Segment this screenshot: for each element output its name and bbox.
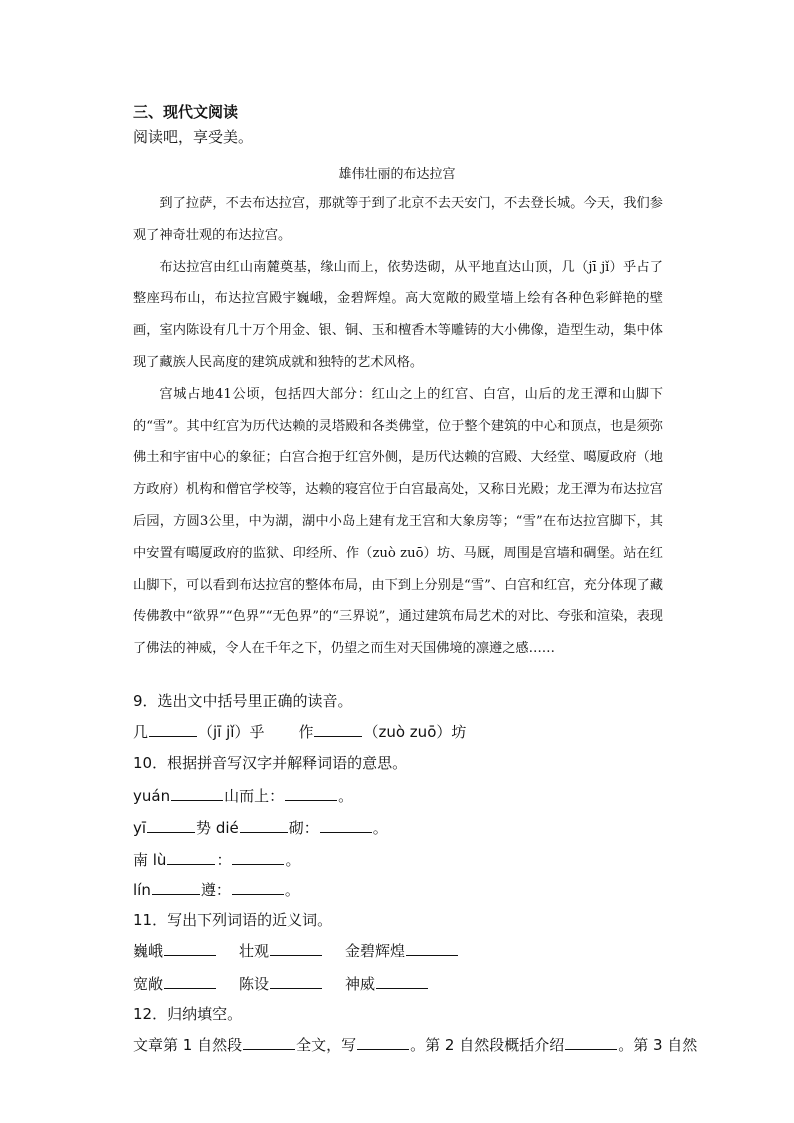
q10-pinyin: lín — [133, 881, 151, 899]
q10-meaning-blank[interactable] — [285, 786, 337, 801]
q10-line-3 — [133, 850, 300, 870]
q10-answer-blank[interactable] — [240, 818, 288, 833]
q11-word: 陈设 — [239, 975, 270, 993]
q10-end: 。 — [285, 851, 301, 869]
q9-item1-suffix: （jī jǐ）乎 — [198, 723, 265, 741]
q10-answer-blank[interactable] — [147, 818, 195, 833]
q10-word-part: ： — [216, 851, 232, 869]
question-11-title: 11．写出下列词语的近义词。 — [133, 911, 333, 929]
q11-word: 宽敞 — [133, 975, 164, 993]
q9-item2-suffix: （zuò zuō）坊 — [363, 723, 467, 741]
q11-synonym-blank[interactable] — [164, 941, 216, 956]
q10-answer-blank[interactable] — [152, 880, 200, 895]
article-body — [133, 188, 663, 665]
q12-blank[interactable] — [357, 1035, 409, 1050]
question-9-items — [133, 722, 466, 742]
q12-summary-line — [133, 1035, 697, 1055]
q10-answer-blank[interactable] — [167, 850, 215, 865]
q10-line-1 — [133, 786, 353, 806]
q10-end: 。 — [372, 819, 388, 837]
q11-word: 壮观 — [239, 942, 270, 960]
section-intro: 阅读吧，享受美。 — [133, 128, 254, 146]
q10-word-part: 遵： — [200, 881, 231, 899]
q10-line-4 — [133, 880, 300, 900]
q11-word: 神威 — [345, 975, 376, 993]
q11-synonym-blank[interactable] — [406, 941, 458, 956]
q11-synonym-blank[interactable] — [270, 941, 322, 956]
q10-line-2 — [133, 818, 388, 838]
article-title: 雄伟壮丽的布达拉宫 — [338, 167, 456, 182]
q9-answer-blank-1[interactable] — [149, 722, 197, 737]
q10-end: 。 — [338, 787, 354, 805]
article-paragraph: 到了拉萨，不去布达拉宫，那就等于到了北京不去天安门，不去登长城。今天，我们参观了神奇壮观的布达拉宫。 — [133, 196, 663, 243]
q10-word-part: 山而上： — [224, 787, 285, 805]
q11-word: 巍峨 — [133, 942, 164, 960]
q10-pinyin: yuán — [133, 787, 171, 805]
section-title: 三、现代文阅读 — [133, 103, 239, 121]
q10-answer-blank[interactable] — [171, 786, 223, 801]
q10-meaning-blank[interactable] — [232, 880, 284, 895]
article-paragraph: 宫城占地41公顷，包括四大部分：红山之上的红宫、白宫，山后的龙王潭和山脚下的“雪”。其中红宫为历代达赖的灵塔殿和各类佛堂，位于整个建筑的中心和顶点，也是须弥佛土和宇宙中心的象征；白宫合抱于红宫外侧，是历代达赖的宫殿、大经堂、噶厦政府（地方政府）机构和僧官学校等，达赖的寝宫位于白宫最高处，又称日光殿；龙王潭为布达拉宫后园，方圆3公里，中为湖，湖中小岛上建有龙王宫和大象房等；“雪”在布达拉宫脚下，其中安置有噶厦政府的监狱、印经所、作（zuò zuō）坊、马厩，周围是宫墙和碉堡。站在红山脚下，可以看到布达拉宫的整体布局，由下到上分别是“雪”、白宫和红宫，充分体现了藏传佛教中“欲界”“色界”“无色界”的“三界说”，通过建筑布局艺术的对比、夸张和渲染，表现了佛法的神威，令人在千年之下，仍望之而生对天国佛境的凛遵之感…… — [133, 386, 663, 657]
q12-text: 。第 3 自然 — [618, 1036, 698, 1054]
question-12-title: 12．归纳填空。 — [133, 1005, 243, 1023]
q12-text: 文章第 1 自然段 — [133, 1036, 243, 1054]
q11-row-1 — [133, 941, 459, 961]
q9-answer-blank-2[interactable] — [314, 722, 362, 737]
q10-word-part: 砌： — [288, 819, 319, 837]
q11-row-2 — [133, 974, 429, 994]
q9-item1-prefix: 几 — [133, 723, 149, 741]
q10-pinyin: yī — [133, 819, 147, 837]
q10-pinyin: 南 lù — [133, 851, 167, 869]
q12-text: 。第 2 自然段概括介绍 — [410, 1036, 565, 1054]
q11-synonym-blank[interactable] — [376, 974, 428, 989]
q10-word-part: 势 dié — [196, 819, 239, 837]
question-9-title: 9．选出文中括号里正确的读音。 — [133, 692, 353, 710]
q11-word: 金碧辉煌 — [345, 942, 406, 960]
q12-blank[interactable] — [565, 1035, 617, 1050]
q11-synonym-blank[interactable] — [164, 974, 216, 989]
q10-end: 。 — [284, 881, 300, 899]
question-10-title: 10．根据拼音写汉字并解释词语的意思。 — [133, 754, 408, 772]
q11-synonym-blank[interactable] — [270, 974, 322, 989]
q12-text: 全文，写 — [296, 1036, 357, 1054]
q10-meaning-blank[interactable] — [232, 850, 284, 865]
q12-blank[interactable] — [243, 1035, 295, 1050]
q10-meaning-blank[interactable] — [320, 818, 372, 833]
q9-item2-prefix: 作 — [298, 723, 314, 741]
article-paragraph: 布达拉宫由红山南麓奠基，缘山而上，依势迭砌，从平地直达山顶，几（jī jǐ）乎占了整座玛布山，布达拉宫殿宇巍峨，金碧辉煌。高大宽敞的殿堂墙上绘有各种色彩鲜艳的壁画，室内陈设有几十万个用金、银、铜、玉和檀香木等雕铸的大小佛像，造型生动，集中体现了藏族人民高度的建筑成就和独特的艺术风格。 — [133, 259, 663, 370]
